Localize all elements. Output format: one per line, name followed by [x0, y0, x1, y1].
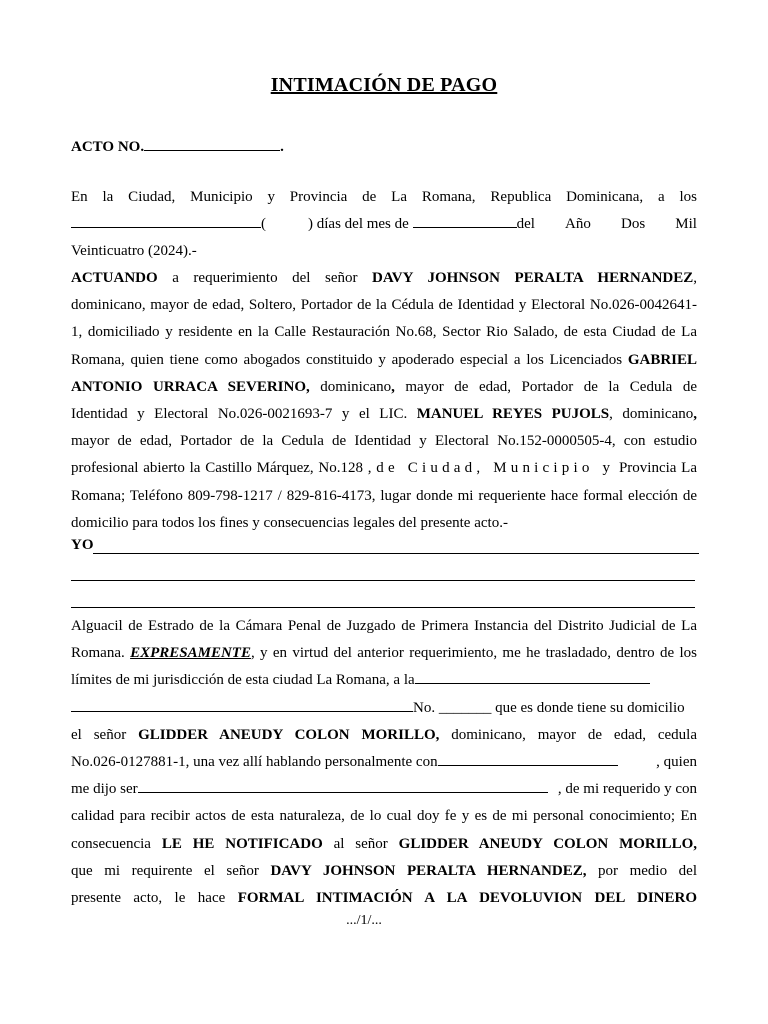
document-title: INTIMACIÓN DE PAGO: [270, 74, 498, 96]
p2-line6: [71, 401, 697, 428]
acto-blank: [144, 137, 280, 151]
paragraph-date: [71, 184, 697, 266]
p3-l10a: que mi requirente el señor: [71, 862, 271, 879]
p2-line8: [71, 455, 697, 482]
p3-l7a: me dijo ser: [71, 781, 138, 798]
p3-l5a: el señor: [71, 726, 139, 743]
p2-l8c: Provincia La: [614, 460, 698, 477]
p3-l9a: consecuencia: [71, 835, 162, 852]
yo-blank-2: [71, 580, 695, 581]
p3-line6: [71, 749, 697, 776]
p1-l2a: (: [261, 216, 266, 233]
p3-line2: [71, 640, 697, 667]
p3-l6a: No.026-0127881-1, una vez allí hablando personalmente con: [71, 754, 438, 771]
p1-l2c: del: [516, 216, 535, 233]
p2-line10: domicilio para todos los fines y consecuencias legales del presente acto.-: [71, 514, 508, 531]
p3-l9c: al señor: [322, 835, 399, 852]
address-blank: [415, 670, 650, 684]
yo-label: YO: [71, 537, 94, 553]
requester-name: DAVY JOHNSON PERALTA HERNANDEZ: [372, 270, 694, 286]
notificado-label: LE HE NOTIFICADO: [161, 835, 323, 852]
expresamente-label: EXPRESAMENTE: [130, 645, 251, 662]
p2-line4: [71, 347, 697, 374]
requester-name-2: DAVY JOHNSON PERALTA HERNANDEZ,: [270, 862, 587, 879]
p1-l2d: Año: [565, 216, 591, 233]
p2-line1: [71, 265, 697, 292]
p1-l2b: ) días del mes de: [308, 216, 409, 233]
lawyer2-name: MANUEL REYES PUJOLS: [416, 406, 610, 423]
month-blank: [413, 214, 517, 228]
p2-l5d: mayor de edad, Portador de la Cedula de: [394, 378, 697, 395]
actuando-label: ACTUANDO: [71, 270, 158, 286]
p2-l8a: profesional abierto la Castillo Márquez, No.128 ,: [71, 460, 377, 477]
p3-line7: [71, 776, 697, 803]
acto-number: [71, 137, 284, 156]
relation-blank: [138, 779, 548, 793]
day-blank: [71, 214, 261, 228]
p3-line9: [71, 831, 697, 858]
notified-name-2: GLIDDER ANEUDY COLON MORILLO,: [398, 835, 697, 852]
p2-a2: ,: [693, 270, 698, 286]
p3-line4: [71, 695, 697, 722]
p2-line7: mayor de edad, Portador de la Cedula de Identidad y Electoral No.152-0000505-4, con estudio: [71, 433, 697, 450]
acto-label: ACTO NO.: [71, 139, 145, 155]
p3-l10c: por medio del: [586, 862, 697, 879]
p3-l4a: No. _______ que es donde tiene su domicilio: [413, 699, 685, 716]
p3-l5c: dominicano, mayor de edad, cedula: [439, 726, 697, 743]
p3-line5: [71, 722, 697, 749]
yo-blank-3: [71, 607, 695, 608]
p2-line3: 1, domiciliado y residente en la Calle Restauración No.68, Sector Rio Salado, de esta Ciudad de La: [71, 324, 697, 341]
p3-line1: Alguacil de Estrado de la Cámara Penal de Juzgado de Primera Instancia del Distrito Judicial de La: [71, 618, 697, 634]
p2-line2: dominicano, mayor de edad, Soltero, Portador de la Cédula de Identidad y Electoral No.026-0042641-: [71, 297, 697, 314]
p1-l2e: Dos: [620, 216, 646, 233]
p2-a1: a requerimiento del señor: [157, 270, 373, 286]
paragraph-actuando: [71, 265, 697, 537]
p2-line9: Romana; Teléfono 809-798-1217 / 829-816-4173, lugar donde mi requeriente hace formal elección de: [71, 487, 697, 504]
address-blank-2: [71, 698, 413, 712]
p3-line8: calidad para recibir actos de esta naturaleza, de lo cual doy fe y es de mi personal conocimiento; En: [71, 808, 697, 825]
p3-line3: [71, 667, 697, 694]
acto-end: .: [280, 139, 284, 155]
p2-l6a: Identidad y Electoral No.026-0021693-7 y el LIC.: [71, 406, 417, 423]
p2-l4a: Romana, quien tiene como abogados constituido y apoderado especial a los Licenciados: [71, 351, 628, 368]
p1-line1: En la Ciudad, Municipio y Provincia de La Romana, Republica Dominicana, a los: [71, 189, 697, 205]
paragraph-alguacil: [71, 613, 697, 912]
p3-line10: [71, 858, 697, 885]
notified-name: GLIDDER ANEUDY COLON MORILLO,: [138, 726, 440, 743]
p2-l5b: dominicano: [309, 378, 392, 395]
p3-line11: [71, 885, 697, 912]
p1-line2: [71, 211, 697, 238]
p2-l6d: ,: [693, 406, 697, 423]
lawyer1-first: GABRIEL: [627, 351, 697, 368]
p3-l3a: límites de mi jurisdicción de esta ciudad La Romana, a la: [71, 672, 415, 689]
p3-l6b: , quien: [656, 754, 697, 771]
p2-l8b: de Ciudad, Municipio y: [376, 460, 615, 477]
p3-l11a: presente acto, le hace: [71, 890, 238, 907]
lawyer1-rest: ANTONIO URRACA SEVERINO,: [71, 378, 310, 395]
p2-l6c: , dominicano: [609, 406, 694, 423]
p2-l5c: ,: [391, 378, 395, 395]
p3-l7b: , de mi requerido y con: [557, 781, 697, 798]
page-number: .../1/...: [346, 913, 382, 928]
p3-l2c: , y en virtud del anterior requerimiento, me he trasladado, dentro de los: [250, 645, 697, 662]
p3-l2a: Romana.: [71, 645, 131, 662]
p1-l2f: Mil: [675, 216, 697, 233]
intimacion-heading: FORMAL INTIMACIÓN A LA DEVOLUVION DEL DINERO: [237, 890, 697, 907]
yo-blank-1: [93, 553, 699, 554]
spoke-with-blank: [438, 752, 618, 766]
p2-line5: [71, 374, 697, 401]
p1-line3: Veinticuatro (2024).-: [71, 243, 197, 260]
